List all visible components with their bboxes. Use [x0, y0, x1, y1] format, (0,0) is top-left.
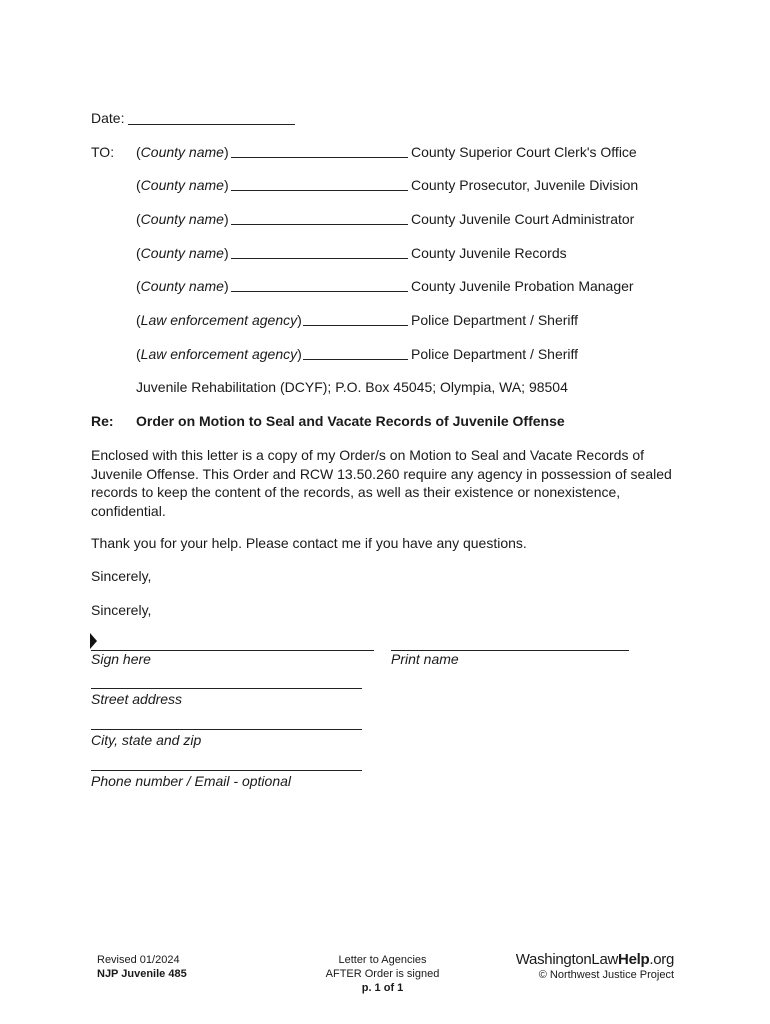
closing-sincerely: Sincerely,	[91, 568, 152, 584]
recipient-placeholder: Law enforcement agency	[140, 312, 298, 328]
recipient-blank-line[interactable]	[231, 258, 408, 259]
recipient-placeholder: County name	[140, 278, 224, 294]
recipient-blank-line[interactable]	[231, 224, 408, 225]
recipient-blank-line[interactable]	[231, 190, 408, 191]
recipient-placeholder: County name	[140, 177, 224, 193]
recipient-title: County Superior Court Clerk's Office	[411, 144, 637, 160]
recipient-placeholder: County name	[140, 144, 224, 160]
dcyf-address: Juvenile Rehabilitation (DCYF); P.O. Box 45045; Olympia, WA; 98504	[136, 379, 568, 395]
recipient-blank-line[interactable]	[231, 291, 408, 292]
thanks-paragraph: Thank you for your help. Please contact me if you have any questions.	[91, 535, 527, 551]
city-state-zip-line[interactable]	[91, 729, 362, 730]
street-address-line[interactable]	[91, 688, 362, 689]
recipient-row: (Law enforcement agency)	[136, 346, 302, 362]
recipient-title: County Juvenile Court Administrator	[411, 211, 635, 227]
footer-right	[490, 951, 674, 982]
recipient-title: Police Department / Sheriff	[411, 312, 579, 328]
date-label: Date:	[91, 110, 125, 126]
recipient-row: (County name)	[136, 278, 229, 294]
city-state-zip-label: City, state and zip	[91, 732, 202, 748]
footer-revised: Revised 01/2024	[97, 954, 180, 966]
phone-email-label: Phone number / Email - optional	[91, 773, 291, 789]
recipient-title: County Prosecutor, Juvenile Division	[411, 177, 639, 193]
recipient-title: County Juvenile Probation Manager	[411, 278, 634, 294]
recipient-title: County Juvenile Records	[411, 245, 567, 261]
phone-email-line[interactable]	[91, 770, 362, 771]
recipient-row: (County name)	[136, 245, 229, 261]
re-subject: Order on Motion to Seal and Vacate Records of Juvenile Offense	[136, 413, 565, 429]
print-name-label: Print name	[391, 651, 459, 667]
recipient-blank-line[interactable]	[303, 359, 408, 360]
footer-copyright: © Northwest Justice Project	[538, 969, 674, 981]
recipient-blank-line[interactable]	[303, 325, 408, 326]
footer-doc-subtitle: AFTER Order is signed	[325, 968, 440, 980]
sign-here-label: Sign here	[91, 651, 151, 667]
re-label: Re:	[91, 413, 114, 429]
recipient-row: (County name)	[136, 177, 229, 193]
closing-sincerely: Sincerely,	[91, 602, 152, 618]
recipient-row: (Law enforcement agency)	[136, 312, 302, 328]
recipient-placeholder: County name	[140, 245, 224, 261]
body-paragraph: Enclosed with this letter is a copy of my Order/s on Motion to Seal and Vacate Records of Juvenile Offense. This Order and RCW 13.50.260 require any agency in possession of sealed records to keep the content of the records, as well as their existence or nonexistence, confidential.	[91, 447, 672, 519]
recipient-placeholder: Law enforcement agency	[140, 346, 298, 362]
street-address-label: Street address	[91, 691, 183, 707]
washingtonlawhelp-logo: WashingtonLawHelp.org	[515, 951, 674, 968]
footer-left	[97, 953, 187, 981]
recipient-title: Police Department / Sheriff	[411, 346, 579, 362]
recipient-blank-line[interactable]	[231, 157, 408, 158]
recipient-placeholder: County name	[140, 211, 224, 227]
footer-doc-title: Letter to Agencies	[338, 954, 427, 966]
date-blank-line[interactable]	[128, 124, 295, 125]
footer-form-number: NJP Juvenile 485	[97, 968, 187, 980]
footer-center	[300, 953, 465, 995]
footer-page-info: p. 1 of 1	[361, 982, 404, 994]
sign-here-arrow-icon	[90, 633, 98, 649]
recipient-row: (County name)	[136, 144, 229, 160]
recipient-row: (County name)	[136, 211, 229, 227]
to-label: TO:	[91, 144, 115, 160]
